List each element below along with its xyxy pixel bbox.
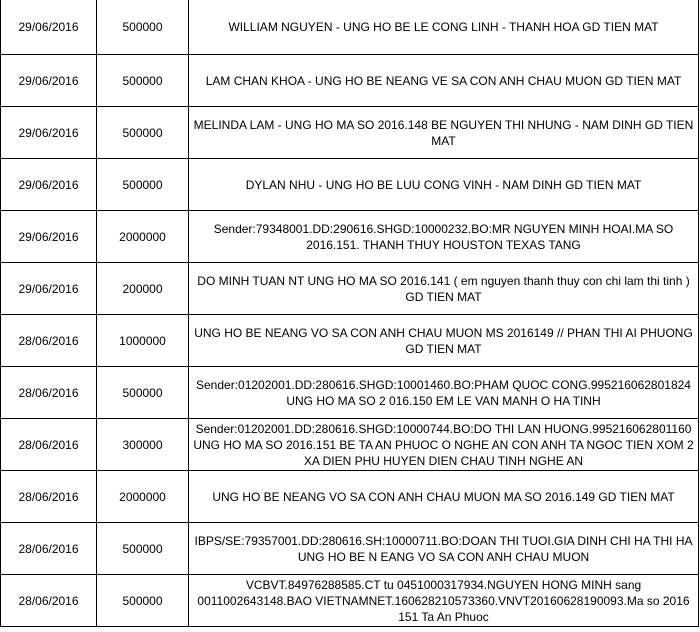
table-row (1, 55, 699, 107)
date-cell: 28/06/2016 (1, 367, 97, 419)
description-cell: DYLAN NHU - UNG HO BE LUU CONG VINH - NAM DINH GD TIEN MAT (189, 159, 699, 211)
table-row (1, 523, 699, 575)
description-cell: Sender:01202001.DD:280616.SHGD:10001460.BO:PHAM QUOC CONG.995216062801824 UNG HO MA SO 2 016.150 EM LE VAN MANH O HA TINH (189, 367, 699, 419)
table-row (1, 575, 699, 627)
description-cell: MELINDA LAM - UNG HO MA SO 2016.148 BE NGUYEN THI NHUNG - NAM DINH GD TIEN MAT (189, 107, 699, 159)
table-row (1, 315, 699, 367)
amount-cell: 500000 (97, 523, 189, 575)
date-cell: 28/06/2016 (1, 315, 97, 367)
date-cell: 29/06/2016 (1, 211, 97, 263)
date-cell: 28/06/2016 (1, 419, 97, 471)
amount-cell: 2000000 (97, 471, 189, 523)
amount-cell: 500000 (97, 55, 189, 107)
description-cell: Sender:01202001.DD:280616.SHGD:10000744.BO:DO THI LAN HUONG.995216062801160 UNG HO MA SO 2016.151 BE TA AN PHUOC O NGHE AN CON ANH TA NGOC TIEN XOM 2 XA DIEN PHU HUYEN DIEN CHAU TINH NGHE AN (189, 419, 699, 471)
date-cell: 28/06/2016 (1, 471, 97, 523)
amount-cell: 2000000 (97, 211, 189, 263)
amount-cell: 500000 (97, 0, 189, 55)
table-row (1, 419, 699, 471)
amount-cell: 500000 (97, 575, 189, 627)
table-row (1, 471, 699, 523)
amount-cell: 500000 (97, 107, 189, 159)
description-cell: LAM CHAN KHOA - UNG HO BE NEANG VE SA CON ANH CHAU MUON GD TIEN MAT (189, 55, 699, 107)
table-row (1, 0, 699, 55)
description-cell: VCBVT.84976288585.CT tu 0451000317934.NGUYEN HONG MINH sang 0011002643148.BAO VIETNAMNET.160628210573360.VNVT20160628190093.Ma so 2016 151 Ta An Phuoc (189, 575, 699, 627)
description-cell: DO MINH TUAN NT UNG HO MA SO 2016.141 ( em nguyen thanh thuy con chi lam thi tinh ) GD TIEN MAT (189, 263, 699, 315)
amount-cell: 1000000 (97, 315, 189, 367)
table-row (1, 367, 699, 419)
table-row (1, 263, 699, 315)
description-cell: UNG HO BE NEANG VO SA CON ANH CHAU MUON MA SO 2016.149 GD TIEN MAT (189, 471, 699, 523)
amount-cell: 500000 (97, 159, 189, 211)
date-cell: 29/06/2016 (1, 0, 97, 55)
amount-cell: 300000 (97, 419, 189, 471)
table-row (1, 211, 699, 263)
date-cell: 29/06/2016 (1, 263, 97, 315)
description-cell: UNG HO BE NEANG VO SA CON ANH CHAU MUON MS 2016149 // PHAN THI AI PHUONG GD TIEN MAT (189, 315, 699, 367)
date-cell: 29/06/2016 (1, 55, 97, 107)
description-cell: IBPS/SE:79357001.DD:280616.SH:10000711.BO:DOAN THI TUOI.GIA DINH CHI HA THI HA UNG HO BE N EANG VO SA CON ANH CHAU MUON (189, 523, 699, 575)
date-cell: 28/06/2016 (1, 575, 97, 627)
description-cell: WILLIAM NGUYEN - UNG HO BE LE CONG LINH - THANH HOA GD TIEN MAT (189, 0, 699, 55)
date-cell: 29/06/2016 (1, 107, 97, 159)
amount-cell: 500000 (97, 367, 189, 419)
date-cell: 29/06/2016 (1, 159, 97, 211)
description-cell: Sender:79348001.DD:290616.SHGD:10000232.BO:MR NGUYEN MINH HOAI.MA SO 2016.151. THANH THUY HOUSTON TEXAS TANG (189, 211, 699, 263)
date-cell: 28/06/2016 (1, 523, 97, 575)
amount-cell: 200000 (97, 263, 189, 315)
table-row (1, 107, 699, 159)
table-row (1, 159, 699, 211)
